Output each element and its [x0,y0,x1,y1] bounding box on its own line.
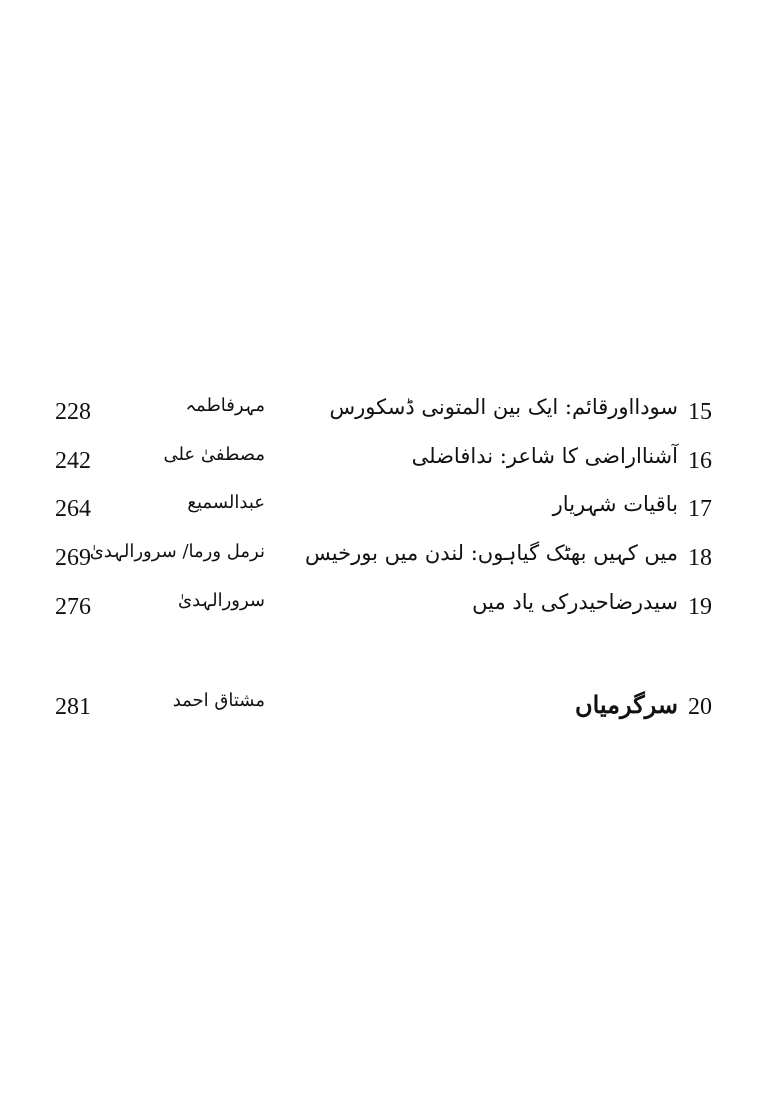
entry-page: 269 [55,545,91,571]
toc-entry [0,442,780,482]
entry-title: سرگرمیاں [574,690,678,719]
entry-title: سودااورقائم: ایک بین المتونی ڈسکورس [329,395,678,419]
toc-entry [0,588,780,628]
entry-title: میں کہیں بھٹک گیاہوں: لندن میں بورخیس [305,541,678,565]
entry-title: آشنااراضی کا شاعر: ندافاضلی [411,444,678,468]
entry-author: مشتاق احمد [172,690,265,711]
entry-number: 20 [688,694,712,720]
toc-entry [0,688,780,728]
entry-page: 242 [55,448,91,474]
entry-page: 264 [55,496,91,522]
entry-number: 18 [688,545,712,571]
entry-number: 16 [688,448,712,474]
entry-author: مصطفیٰ علی [163,444,265,465]
entry-author: نرمل ورما/ سرورالہدیٰ [89,541,265,562]
entry-author: مہرفاطمہ [185,395,265,416]
entry-title: سیدرضاحیدرکی یاد میں [472,590,678,614]
toc-entry [0,393,780,433]
entry-page: 276 [55,594,91,620]
entry-title: باقیات شہریار [552,492,678,516]
toc-entry [0,539,780,579]
entry-author: سرورالہدیٰ [178,590,265,611]
entry-number: 15 [688,399,712,425]
entry-number: 17 [688,496,712,522]
entry-page: 228 [55,399,91,425]
entry-author: عبدالسمیع [187,492,265,513]
entry-number: 19 [688,594,712,620]
entry-page: 281 [55,694,91,720]
toc-entry [0,490,780,530]
